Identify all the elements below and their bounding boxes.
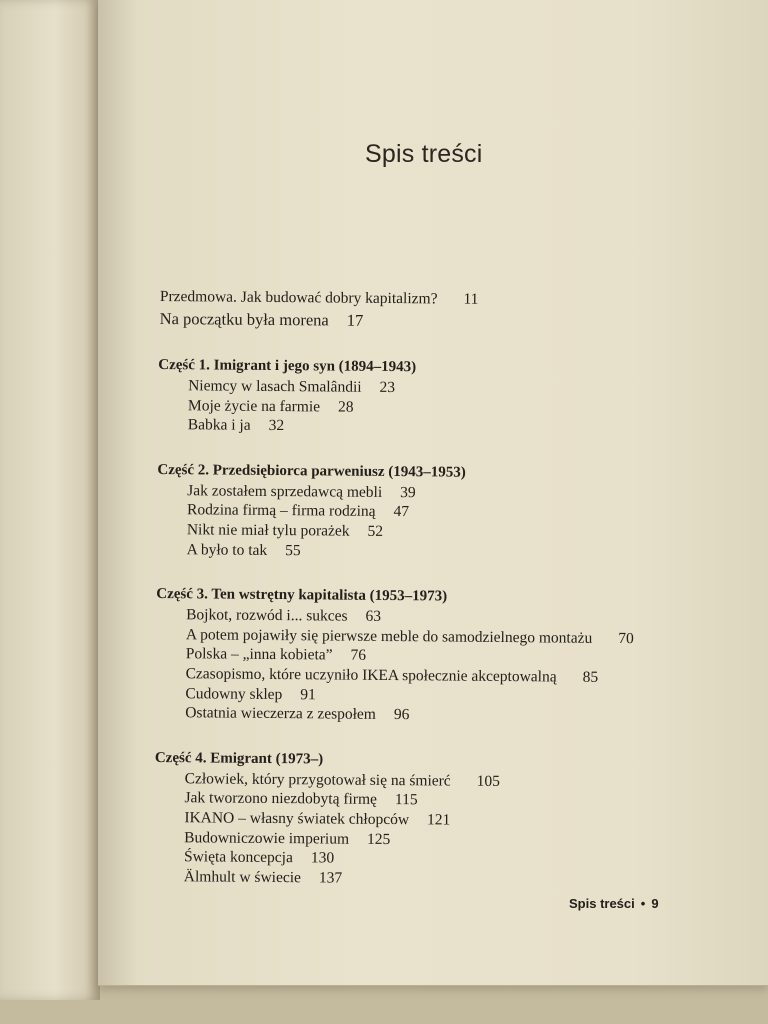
entry-label: Moje życie na farmie [187,396,321,415]
entry-label: Na początku była morena [159,308,329,330]
part-title: Część 3. Ten wstrętny kapitalista [156,586,366,604]
entry-page-number: 130 [310,849,335,867]
entry-label: Niemcy w lasach Smalândii [188,377,362,396]
entry-label: Ostatnia wieczerza z zespołem [185,704,376,724]
left-page-edge [0,0,100,1000]
entry-page-number: 52 [367,522,384,540]
entry-page-number: 70 [618,629,634,647]
entry-page-number: 11 [463,290,479,308]
entry-page-number: 63 [365,607,382,626]
entry-label: Älmhult w świecie [183,867,302,886]
entry-label: Babka i ja [187,416,251,434]
entry-label: Budowniczowie imperium [184,828,350,848]
entry-label: Nikt nie miał tylu porażek [186,521,350,540]
part-years: (1894–1943) [338,358,417,376]
entry-label: Bojkot, rozwód i... sukces [186,606,348,625]
entry-label: A potem pojawiły się pierwsze meble do samodzielnego montażu [185,625,593,647]
entry-label: Cudowny sklep [185,684,283,703]
entry-label: Święta koncepcja [183,848,293,867]
entry-page-number: 105 [476,772,501,790]
entry-label: A było to tak [186,540,268,559]
toc-entry [156,703,716,727]
part-title: Część 1. Imigrant i jego syn [158,356,336,375]
entry-page-number: 137 [318,869,343,887]
entry-page-number: 17 [346,310,364,330]
entry-label: IKANO – własny światek chłopców [184,809,410,829]
toc-entry [158,540,718,564]
entry-page-number: 32 [268,417,285,435]
page-footer [569,896,659,911]
running-head: Spis treści [569,896,635,911]
entry-page-number: 91 [300,685,316,703]
entry-label: Polska – „inna kobieta” [185,645,333,664]
page-title: Spis treści [365,140,483,168]
part-title: Część 2. Przedsiębiorca parweniusz [157,461,385,480]
entry-page-number: 115 [394,791,418,809]
entry-page-number: 55 [285,541,301,559]
entry-page-number: 96 [393,706,410,724]
entry-page-number: 125 [366,830,391,848]
entry-label: Przedmowa. Jak budować dobry kapitalizm? [159,287,438,308]
toc-part-1 [159,354,720,440]
part-years: (1953–1973) [369,587,448,605]
entry-page-number: 85 [582,668,599,686]
entry-label: Człowiek, który przygotował się na śmierć [184,769,451,790]
entry-page-number: 28 [338,398,354,416]
toc-part-2 [158,459,719,564]
part-title: Część 4. Emigrant [154,749,273,767]
toc-entry-intro [160,308,720,335]
entry-page-number: 76 [350,647,367,665]
show-through-text [538,30,768,280]
entry-label: Jak zostałem sprzedawcą mebli [187,482,383,501]
part-years: (1943–1953) [388,463,466,481]
bullet-separator: • [640,896,646,911]
part-years: (1973–) [275,750,324,768]
entry-page-number: 121 [426,811,451,829]
toc-entry [159,415,719,439]
entry-label: Rodzina firmą – firma rodziną [186,501,376,521]
toc-part-3 [156,583,717,727]
entry-page-number: 23 [379,378,396,397]
toc-part-4 [155,747,716,891]
page-number: 9 [651,896,659,911]
entry-label: Czasopismo, które uczyniło IKEA społecznie akceptowalną [185,665,557,686]
entry-page-number: 39 [400,483,416,502]
table-of-contents [155,286,720,891]
entry-label: Jak tworzono niezdobytą firmę [184,789,378,809]
entry-page-number: 47 [393,503,410,521]
